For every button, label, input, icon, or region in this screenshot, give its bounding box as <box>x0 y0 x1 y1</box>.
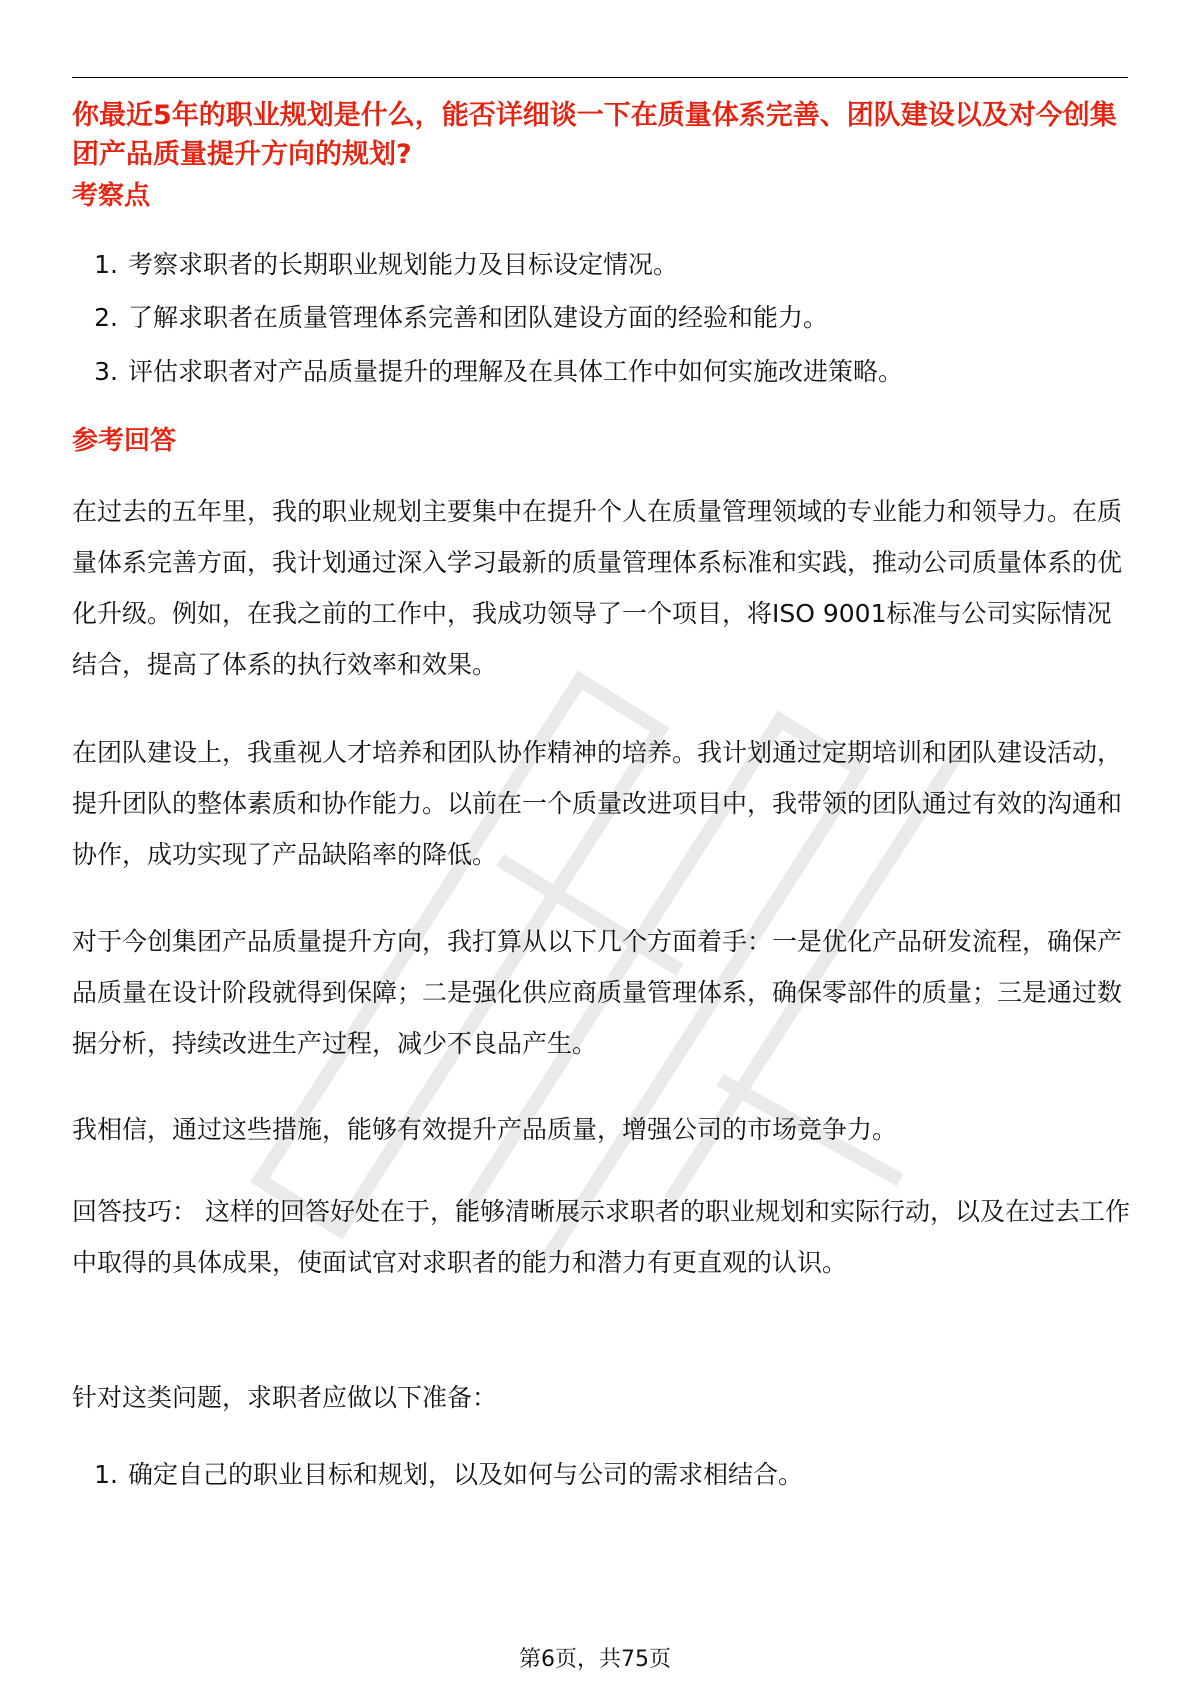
list-number: 3. <box>94 357 118 386</box>
list-text: 考察求职者的长期职业规划能力及目标设定情况。 <box>128 250 679 279</box>
examination-heading: 考察点 <box>72 181 151 211</box>
preparation-intro: 针对这类问题，求职者应做以下准备： <box>72 1383 498 1412</box>
top-rule <box>72 77 1128 78</box>
page-footer: 第6页，共75页 <box>519 1647 671 1672</box>
answer-heading: 参考回答 <box>72 426 177 456</box>
preparation-point-1 <box>72 1457 1132 1493</box>
answer-paragraph-2: 在团队建设上，我重视人才培养和团队协作精神的培养。我计划通过定期培训和团队建设活动，提升团队的整体素质和协作能力。以前在一个质量改进项目中，我带领的团队通过有效的沟通和协作，成功实现了产品缺陷率的降低。 <box>72 738 1123 869</box>
list-text: 评估求职者对产品质量提升的理解及在具体工作中如何实施改进策略。 <box>128 357 904 386</box>
list-number: 2. <box>94 303 118 332</box>
question-title: 你最近5年的职业规划是什么，能否详细谈一下在质量体系完善、团队建设以及对今创集团产品质量提升方向的规划? <box>72 100 1117 170</box>
answer-paragraph-1: 在过去的五年里，我的职业规划主要集中在提升个人在质量管理领域的专业能力和领导力。在质量体系完善方面，我计划通过深入学习最新的质量管理体系标准和实践，推动公司质量体系的优化升级。例如，在我之前的工作中，我成功领导了一个项目，将ISO 9001标准与公司实际情况结合，提高了体系的执行效率和效果。 <box>72 497 1123 679</box>
examination-point-3 <box>72 354 1132 390</box>
list-text: 了解求职者在质量管理体系完善和团队建设方面的经验和能力。 <box>128 303 829 332</box>
list-number: 1. <box>94 1460 118 1489</box>
examination-point-2 <box>72 300 1132 336</box>
list-number: 1. <box>94 250 118 279</box>
answer-paragraph-4: 我相信，通过这些措施，能够有效提升产品质量，增强公司的市场竞争力。 <box>72 1115 898 1144</box>
answer-paragraph-3: 对于今创集团产品质量提升方向，我打算从以下几个方面着手：一是优化产品研发流程，确保产品质量在设计阶段就得到保障；二是强化供应商质量管理体系，确保零部件的质量；三是通过数据分析，持续改进生产过程，减少不良品产生。 <box>72 927 1123 1058</box>
answer-tips-paragraph: 回答技巧： 这样的回答好处在于，能够清晰展示求职者的职业规划和实际行动，以及在过去工作中取得的具体成果，使面试官对求职者的能力和潜力有更直观的认识。 <box>72 1197 1130 1277</box>
examination-point-1 <box>72 247 1132 283</box>
list-text: 确定自己的职业目标和规划，以及如何与公司的需求相结合。 <box>128 1460 804 1489</box>
